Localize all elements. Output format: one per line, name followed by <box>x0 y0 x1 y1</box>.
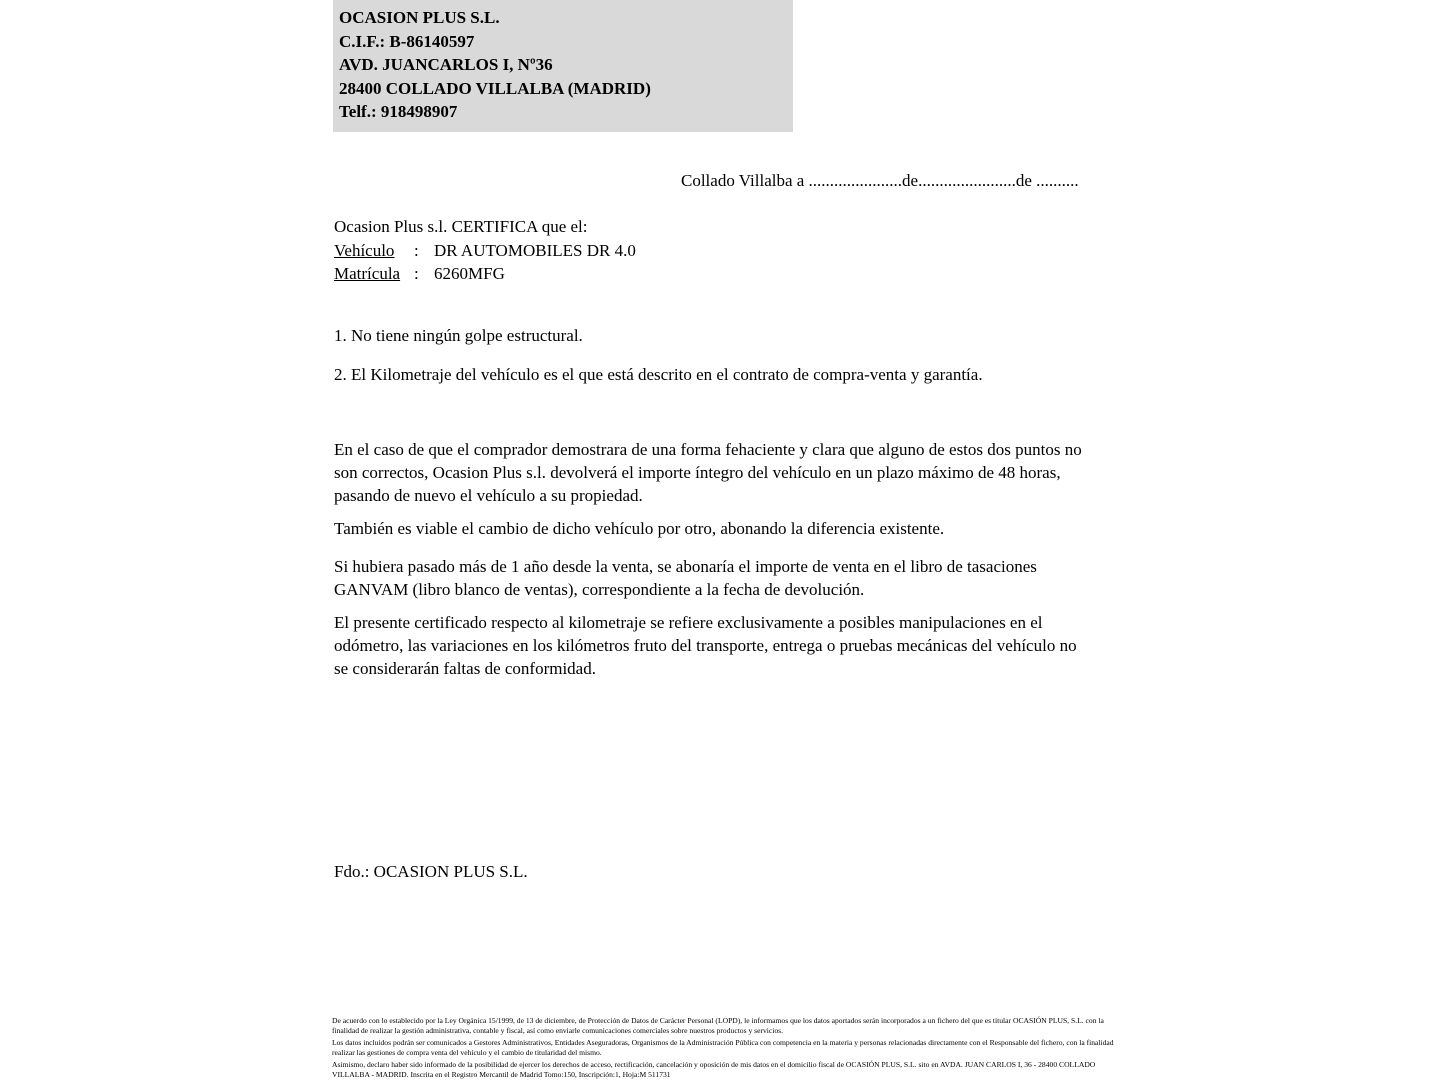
vehicle-label: Vehículo <box>334 240 395 260</box>
certification-point-1: 1. No tiene ningún golpe estructural. <box>334 326 583 345</box>
company-header-block <box>333 0 793 132</box>
company-address: AVD. JUANCARLOS I, Nº36 <box>339 55 553 74</box>
terms-paragraph-2: También es viable el cambio de dicho vehículo por otro, abonando la diferencia existente. <box>334 519 945 538</box>
legal-footer <box>332 1016 1122 1080</box>
plate-label: Matrícula <box>334 264 401 283</box>
signature-line: Fdo.: OCASION PLUS S.L. <box>334 862 528 881</box>
plate-separator: : <box>414 264 419 283</box>
legal-paragraph-2: Los datos incluidos podrán ser comunicados a Gestores Administrativos, Entidades Aseguradoras, Organismos de la Administración Pública con competencia en la materia y personas relacionadas directamente con el Responsable del fichero, con la finalidad realizar las gestiones de compra venta del vehículo y el cambio de titularidad del mismo. <box>332 1038 1114 1057</box>
certification-intro-row <box>334 215 636 239</box>
vehicle-separator: : <box>414 240 419 260</box>
company-name: OCASION PLUS S.L. <box>339 8 500 27</box>
certification-block <box>334 215 636 286</box>
vehicle-row <box>334 239 636 263</box>
company-cif: C.I.F.: B-86140597 <box>339 31 475 51</box>
certification-point-2: 2. El Kilometraje del vehículo es el que está descrito en el contrato de compra-venta y garantía. <box>334 365 983 384</box>
terms-paragraph-1: En el caso de que el comprador demostrara de una forma fehaciente y clara que alguno de estos dos puntos no son correctos, Ocasion Plus s.l. devolverá el importe íntegro del vehículo en un plazo máximo de 48 horas, pasando de nuevo el vehículo a su propiedad. <box>334 440 1082 505</box>
plate-row <box>334 262 636 286</box>
company-city: 28400 COLLADO VILLALBA (MADRID) <box>339 78 651 98</box>
vehicle-value: DR AUTOMOBILES DR 4.0 <box>434 240 636 260</box>
plate-value: 6260MFG <box>434 264 505 283</box>
place-and-date-line: Collado Villalba a ......................de.......................de .......... <box>681 171 1079 190</box>
legal-paragraph-3: Asimismo, declaro haber sido informado de la posibilidad de ejercer los derechos de acceso, rectificación, cancelación y oposición de mis datos en el domicilio fiscal de OCASIÓN PLUS, S.L. sito en AVDA. JUAN CARLOS I, 36 - 28400 COLLADO VILLALBA - MADRID. Inscrita en el Registro Mercantil de Madrid Tomo:150, Inscripción:1, Hoja:M 511731 <box>332 1060 1096 1079</box>
terms-paragraph-4: El presente certificado respecto al kilometraje se refiere exclusivamente a posibles manipulaciones en el odómetro, las variaciones en los kilómetros fruto del transporte, entrega o pruebas mecánicas del vehículo no se considerarán faltas de conformidad. <box>334 613 1077 678</box>
legal-paragraph-1: De acuerdo con lo establecido por la Ley Orgánica 15/1999, de 13 de diciembre, de Protección de Datos de Carácter Personal (LOPD), le informamos que los datos aportados serán incorporados a un fichero del que es titular OCASIÓN PLUS, S.L. con la finalidad de realizar la gestión administrativa, contable y fiscal, así como enviarle comunicaciones comerciales sobre nuestros productos y servicios. <box>332 1016 1104 1035</box>
company-phone: Telf.: 918498907 <box>339 102 458 121</box>
terms-paragraph-3: Si hubiera pasado más de 1 año desde la venta, se abonaría el importe de venta en el libro de tasaciones GANVAM (libro blanco de ventas), correspondiente a la fecha de devolución. <box>334 557 1037 599</box>
certification-intro: Ocasion Plus s.l. CERTIFICA que el: <box>334 217 588 236</box>
